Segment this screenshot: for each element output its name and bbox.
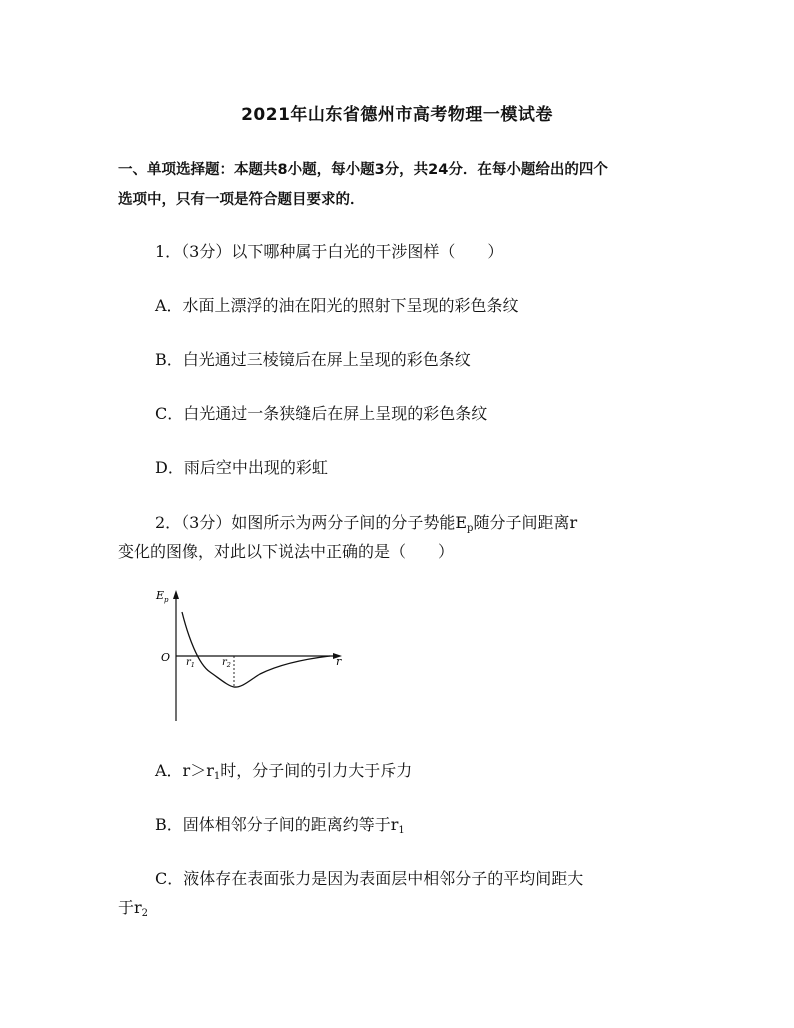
question-2-stem-text-a: 2．（3分）如图所示为两分子间的分子势能E (155, 513, 468, 532)
question-2-option-c-sub: 2 (141, 908, 149, 919)
question-2-option-c-line2 (118, 895, 148, 919)
question-2-option-b-sub: 1 (398, 825, 405, 836)
question-1-stem: 1．（3分）以下哪种属于白光的干涉图样（ ） (155, 242, 504, 261)
question-1-option-b: B．白光通过三棱镜后在屏上呈现的彩色条纹 (155, 350, 471, 369)
potential-energy-figure (150, 586, 350, 726)
question-2-stem-sub: p (467, 523, 474, 534)
question-1-option-a: A．水面上漂浮的油在阳光的照射下呈现的彩色条纹 (155, 296, 519, 315)
y-axis-label: $E_p$ (156, 589, 169, 604)
question-2-option-a-text-b: 时，分子间的引力大于斥力 (220, 761, 413, 780)
energy-curve (182, 612, 330, 687)
origin-label: O (161, 651, 171, 664)
question-2-option-b-text: B．固体相邻分子间的距离约等于r (155, 815, 399, 834)
page-title: 2021年山东省德州市高考物理一模试卷 (241, 105, 553, 125)
question-2-option-a (155, 758, 412, 782)
y-axis-arrow (173, 590, 179, 599)
question-1-option-c: C．白光通过一条狭缝后在屏上呈现的彩色条纹 (155, 404, 488, 423)
question-2-option-c-text: 于r (118, 898, 142, 917)
section-heading-line1: 一、单项选择题：本题共8小题，每小题3分，共24分．在每小题给出的四个 (118, 162, 608, 178)
r2-label: $r_2$ (222, 657, 231, 669)
question-1-option-d: D．雨后空中出现的彩虹 (155, 458, 328, 477)
question-2-stem-line1 (155, 510, 577, 534)
section-heading-line2: 选项中，只有一项是符合题目要求的． (118, 192, 365, 208)
question-2-option-a-sub: 1 (213, 771, 221, 782)
r1-label: $r_1$ (186, 657, 195, 669)
question-2-stem-text-b: 随分子间距离r (473, 513, 578, 532)
question-2-option-c-line1: C．液体存在表面张力是因为表面层中相邻分子的平均间距大 (155, 869, 584, 888)
question-2-stem-line2: 变化的图像，对此以下说法中正确的是（ ） (118, 542, 455, 561)
question-2-option-a-text-a: A．r＞r (155, 761, 214, 780)
x-axis-label: r (336, 655, 342, 668)
question-2-option-b (155, 812, 405, 836)
